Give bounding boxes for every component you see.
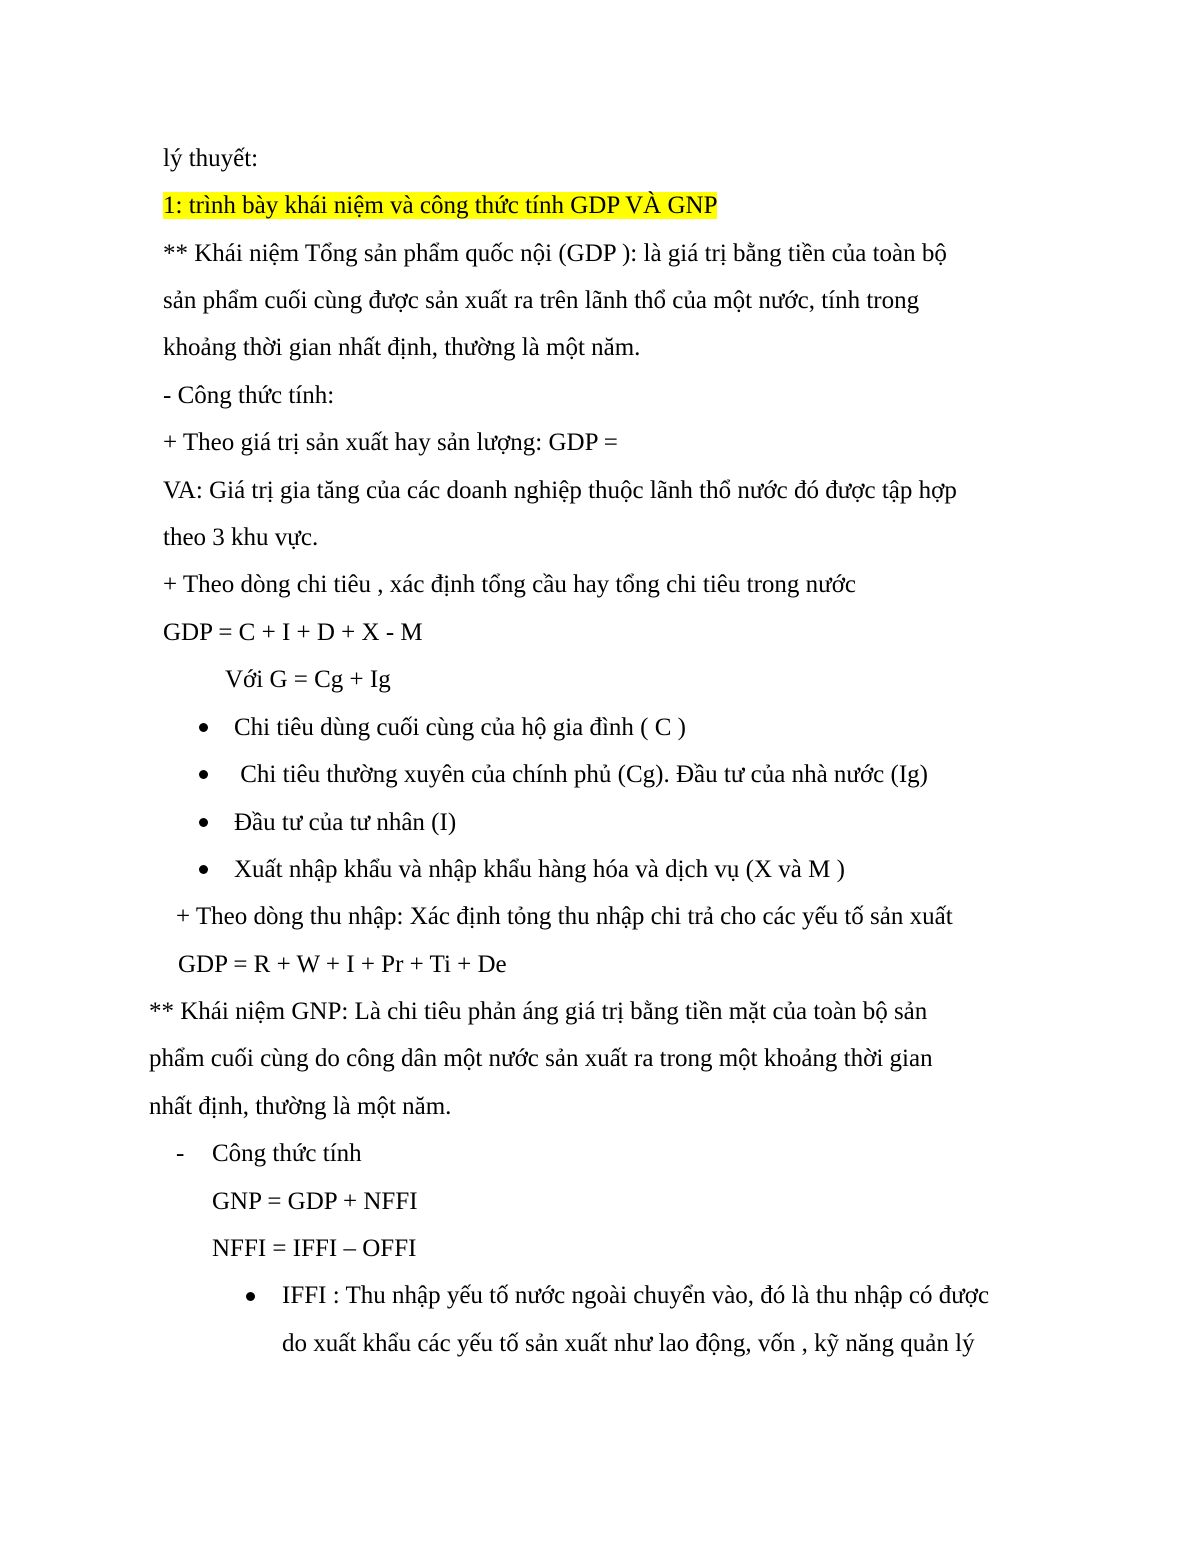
va-definition-line: VA: Giá trị gia tăng của các doanh nghiệp thuộc lãnh thổ nước đó được tập hợp [163, 477, 957, 504]
expenditure-item: Xuất nhập khẩu và nhập khẩu hàng hóa và dịch vụ (X và M ) [234, 856, 845, 883]
bullet-icon [199, 818, 208, 827]
iffi-definition-line: do xuất khẩu các yếu tố sản xuất như lao động, vốn , kỹ năng quản lý [282, 1330, 975, 1357]
question-title [163, 191, 717, 221]
gnp-formula-dash: - [176, 1140, 185, 1167]
question-title-highlight: 1: trình bày khái niệm và công thức tính GDP VÀ GNP [163, 192, 718, 219]
income-formula: GDP = R + W + I + Pr + Ti + De [178, 951, 507, 978]
expenditure-item: Chi tiêu dùng cuối cùng của hộ gia đình ( C ) [234, 714, 687, 741]
gdp-definition-line: khoảng thời gian nhất định, thường là một năm. [163, 334, 641, 361]
expenditure-formula: GDP = C + I + D + X - M [163, 619, 423, 646]
gnp-definition-line: ** Khái niệm GNP: Là chi tiêu phản áng giá trị bằng tiền mặt của toàn bộ sản [149, 998, 928, 1025]
nffi-formula: NFFI = IFFI – OFFI [212, 1235, 417, 1262]
heading: lý thuyết: [163, 145, 259, 172]
gdp-by-expenditure: + Theo dòng chi tiêu , xác định tổng cầu hay tổng chi tiêu trong nước [163, 571, 857, 598]
gdp-formula-heading: - Công thức tính: [163, 382, 335, 409]
gnp-definition-line: nhất định, thường là một năm. [149, 1093, 452, 1120]
gnp-formula-heading: Công thức tính [212, 1140, 362, 1167]
bullet-icon [199, 723, 208, 732]
iffi-definition-line: IFFI : Thu nhập yếu tố nước ngoài chuyển vào, đó là thu nhập có được [282, 1282, 990, 1309]
g-formula: Với G = Cg + Ig [225, 666, 391, 693]
gnp-definition-line: phẩm cuối cùng do công dân một nước sản xuất ra trong một khoảng thời gian [149, 1045, 933, 1072]
gdp-by-income: + Theo dòng thu nhập: Xác định tỏng thu nhập chi trả cho các yếu tố sản xuất [176, 903, 953, 930]
expenditure-item: Đầu tư của tư nhân (I) [234, 809, 457, 836]
gdp-by-output: + Theo giá trị sản xuất hay sản lượng: GDP = [163, 429, 618, 456]
bullet-icon [199, 865, 208, 874]
gnp-formula: GNP = GDP + NFFI [212, 1188, 418, 1215]
gdp-definition-line: sản phẩm cuối cùng được sản xuất ra trên lãnh thổ của một nước, tính trong [163, 287, 920, 314]
bullet-icon [246, 1292, 255, 1301]
va-definition-line: theo 3 khu vực. [163, 524, 319, 551]
bullet-icon [199, 770, 208, 779]
gdp-definition-line: ** Khái niệm Tổng sản phẩm quốc nội (GDP ): là giá trị bằng tiền của toàn bộ [163, 240, 947, 267]
expenditure-item: Chi tiêu thường xuyên của chính phủ (Cg). Đầu tư của nhà nước (Ig) [234, 761, 929, 788]
